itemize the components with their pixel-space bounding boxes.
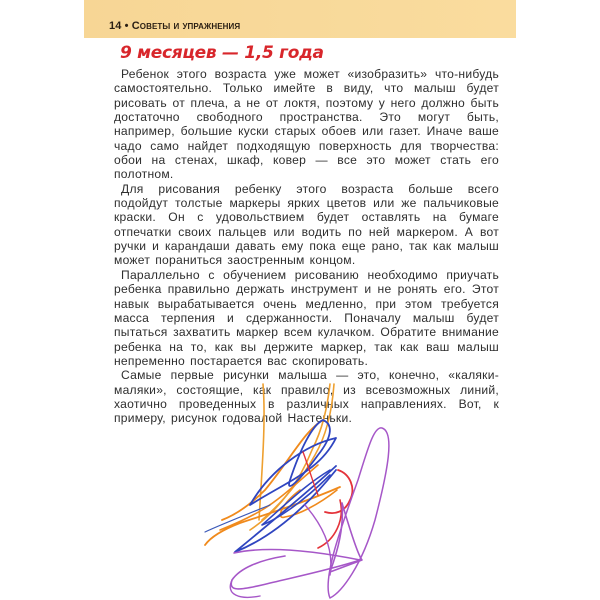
running-head: 14 • Советы и упражнения	[109, 20, 241, 32]
body-text	[114, 67, 499, 426]
paragraph-2: Для рисования ребенку этого возраста больше всего подойдут толстые маркеры ярких цветов или же пальчиковые краски. Он с удовольствием будет оставлять на бумаге отпечатки своих пальцев или водить по ней маркером. А вот ручки и карандаши давать ему пока еще рано, так как малыш может пораниться заостренным концом.	[114, 181, 499, 268]
section-title: 9 месяцев — 1,5 года	[120, 43, 324, 63]
book-page	[84, 0, 516, 600]
paragraph-3: Параллельно с обучением рисованию необходимо приучать ребенка правильно держать инструмент и не ронять его. Этот навык вырабатывается очень медленно, при этом требуется масса терпения и сдержанности. Поначалу малыш будет пытаться захватить маркер всем кулачком. Обратите внимание ребенка на то, как вы держите маркер, так как ваш малыш непременно постарается вас скопировать.	[114, 267, 499, 368]
paragraph-4: Самые первые рисунки малыша — это, конечно, «каляки-маляки», состоящие, как правило, из всевозможных линий, хаотично проведенных в различных направлениях. Вот, к примеру, рисунок годовалой Настеньки.	[114, 368, 499, 426]
header-band	[84, 0, 516, 38]
paragraph-1: Ребенок этого возраста уже может «изобразить» что-нибудь самостоятельно. Только имейте в виду, что малыш будет рисовать от плеча, а не от локтя, поэтому у него должно быть достаточно свободного пространства. Это могут быть, например, большие куски старых обоев или газет. Иначе ваше чадо само найдет подходящую поверхность для творчества: обои на стенах, шкаф, ковер — все это может стать его полотном.	[114, 67, 499, 182]
